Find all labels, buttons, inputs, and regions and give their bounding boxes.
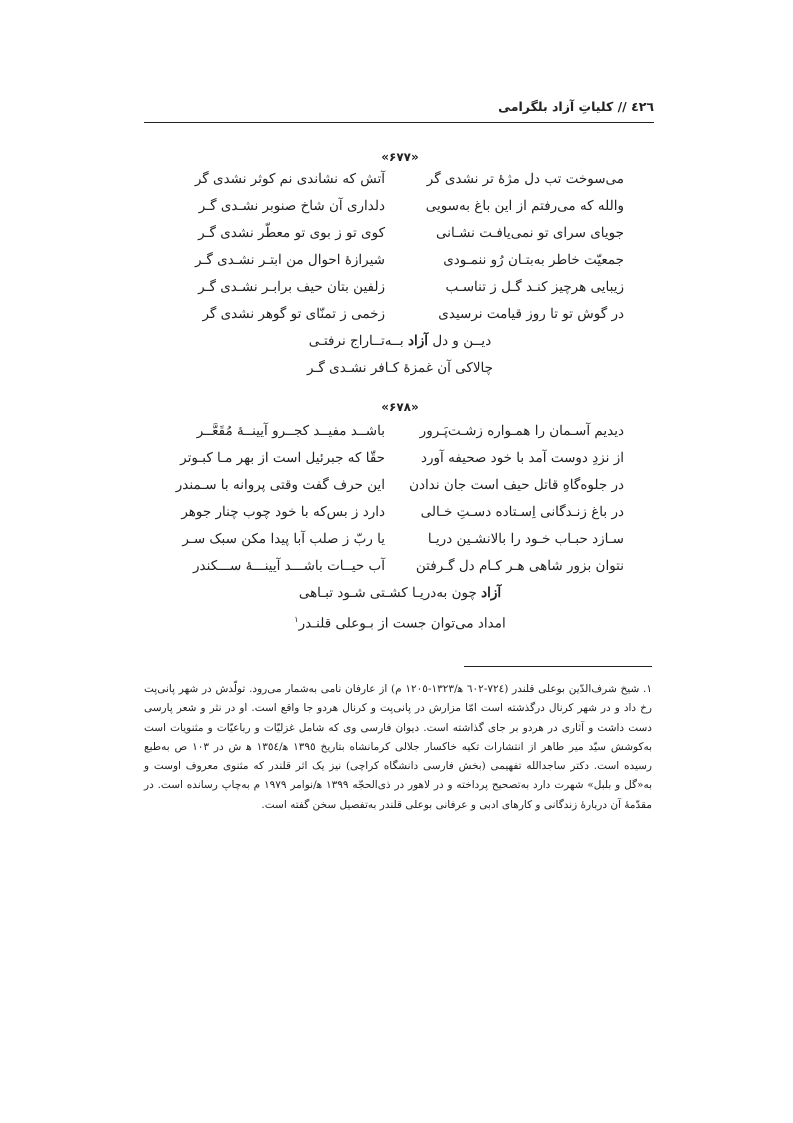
poem-number: «۶۷۷»: [381, 150, 419, 164]
hemistich-first: نتوان بزور شاهی هـر کـام دل گـرفتن: [415, 558, 624, 574]
hemistich-second: دارد ز بس‌که با خود چوب چنار جوهر: [181, 504, 385, 520]
footnote: ١. شیخ شرف‌الدّین بوعلی قلندر (٧٢٤-٦٠٢ ه‍/١٣٢٣-١٢٠٥ م) از عارفان نامی به‌شمار می‌رود. تولّدش در شهر پانی‌پت رخ داد و در شهر کرنال درگذشته است امّا مزارش در پانی‌پت و کرنال هردو جا واقع است. او در نثر و شعر پارسی دست داشت و آثاری در هردو بر جای گذاشته است. دیوان فارسی وی که شامل غزلیّات و رباعیّات و مثنویات است به‌کوشش سیّد میر طاهر از انتشارات تکیه خاکسار جلالی کرمانشاه بتاریخ ١٣٩٥ ه‍/١٣٥٤ ه‍ ش در ١٠٣ ص به‌طبع رسیده است. دکتر ساجدالله تفهیمی (بخش فارسی دانشگاه کراچی) نیز یک اثر قلندر که مثنوی معروف اوست و به«گل و بلبل» شهرت دارد به‌تصحیح پرداخته و در لاهور در ذی‌الحجّه ١٣٩٩ ه‍/نوامر ١٩٧٩ م به‌چاپ رسانده است. در مقدّمهٔ آن دربارهٔ زندگانی و کارهای ادبی و عرفانی بوعلی قلندر به‌تفصیل سخن گفته است.: [144, 683, 652, 811]
hemistich-second: یا ربّ ز صلب آبا پیدا مکن سبک سـر: [182, 531, 385, 547]
hemistich-second: زخمی ز تمنّای تو گوهر نشدی گر: [202, 306, 385, 322]
hemistich-second: زلفین بتان حیف برابـر نشـدی گـر: [198, 279, 385, 295]
couplet: [150, 194, 650, 218]
hemistich-first: سـازد حبـاب خـود را بالانشـین دریـا: [427, 531, 624, 547]
footnote-rule: [464, 666, 652, 667]
poet-name: آزاد: [481, 585, 502, 601]
hemistich-first: زیبایی هرچیز کنـد گـل ز تناسـب: [445, 279, 624, 295]
couplet: [150, 473, 650, 497]
closing-line: [200, 581, 600, 605]
hemistich-first: در باغ زنـدگانی اِسـتاده دسـتِ خـالی: [420, 504, 624, 520]
couplet: [150, 554, 650, 578]
couplet: [150, 221, 650, 245]
closing-line: [200, 329, 600, 353]
hemistich-second: دلداری آن شاخ صنوبر نشـدی گـر: [198, 198, 385, 214]
hemistich-second: باشــد مفیــد کجــرو آیینــهٔ مُقَعَّــر: [196, 423, 385, 439]
footnote-marker: ١: [294, 615, 299, 624]
couplet: [150, 419, 650, 443]
couplet: [150, 275, 650, 299]
page-header: [144, 96, 654, 118]
closing-pre: امداد می‌توان جست از بـوعلی قلنـدر: [298, 615, 506, 632]
hemistich-second: آتش که نشاندی نم کوثر نشدی گر: [194, 171, 385, 187]
hemistich-second: حقّا که جبرئیل است از بهر مـا کبـوتر: [180, 450, 385, 466]
closing-post: بــه‌تــاراج نرفتـی: [308, 333, 408, 349]
hemistich-second: آب حیــات باشـــد آیینـــهٔ ســـکندر: [193, 558, 385, 574]
running-head: ٤٢٦ // کلیاتِ آزاد بلگرامی: [498, 99, 654, 114]
hemistich-first: در گوش تو تا روز قیامت نرسیدی: [438, 306, 624, 322]
hemistich-second: کوی تو ز بوی تو معطّر نشدی گـر: [198, 225, 385, 241]
closing-line: [200, 356, 600, 380]
closing-pre: دیــن و دل: [428, 333, 492, 349]
poem-number: «۶۷۸»: [381, 400, 419, 414]
couplet: [150, 248, 650, 272]
hemistich-first: والله که می‌رفتم از این باغ به‌سویی: [425, 198, 624, 214]
poet-name: آزاد: [407, 333, 429, 349]
couplet: [150, 446, 650, 470]
couplet: [150, 302, 650, 326]
couplet: [150, 527, 650, 551]
couplet: [150, 167, 650, 191]
hemistich-second: این حرف گفت وقتی پروانه با سـمندر: [175, 477, 385, 493]
hemistich-first: از نزدِ دوست آمد با خود صحیفه آورد: [420, 450, 624, 466]
couplet: [150, 500, 650, 524]
hemistich-first: جمعیّت خاطر به‌بتـان رُو ننمـودی: [443, 252, 624, 268]
closing-pre: چالاکی آن غمزهٔ کـافر نشـدی گـر: [307, 360, 493, 376]
hemistich-first: جویای سرای تو نمی‌یافـت نشـانی: [436, 225, 624, 241]
header-rule: [144, 122, 654, 123]
hemistich-second: شیرازهٔ احوال من ابتـر نشـدی گـر: [195, 252, 385, 268]
closing-line: [200, 608, 600, 636]
hemistich-first: می‌سوخت تب دل مژهٔ تر نشدی گر: [426, 171, 624, 187]
hemistich-first: در جلوه‌گاهِ قاتل حیف است جان ندادن: [409, 477, 624, 493]
closing-post: چون به‌دریـا کشـتی شـود تبـاهی: [298, 585, 482, 601]
hemistich-first: دیدیم آسـمان را همـواره زشـت‌پَـرور: [419, 423, 624, 439]
